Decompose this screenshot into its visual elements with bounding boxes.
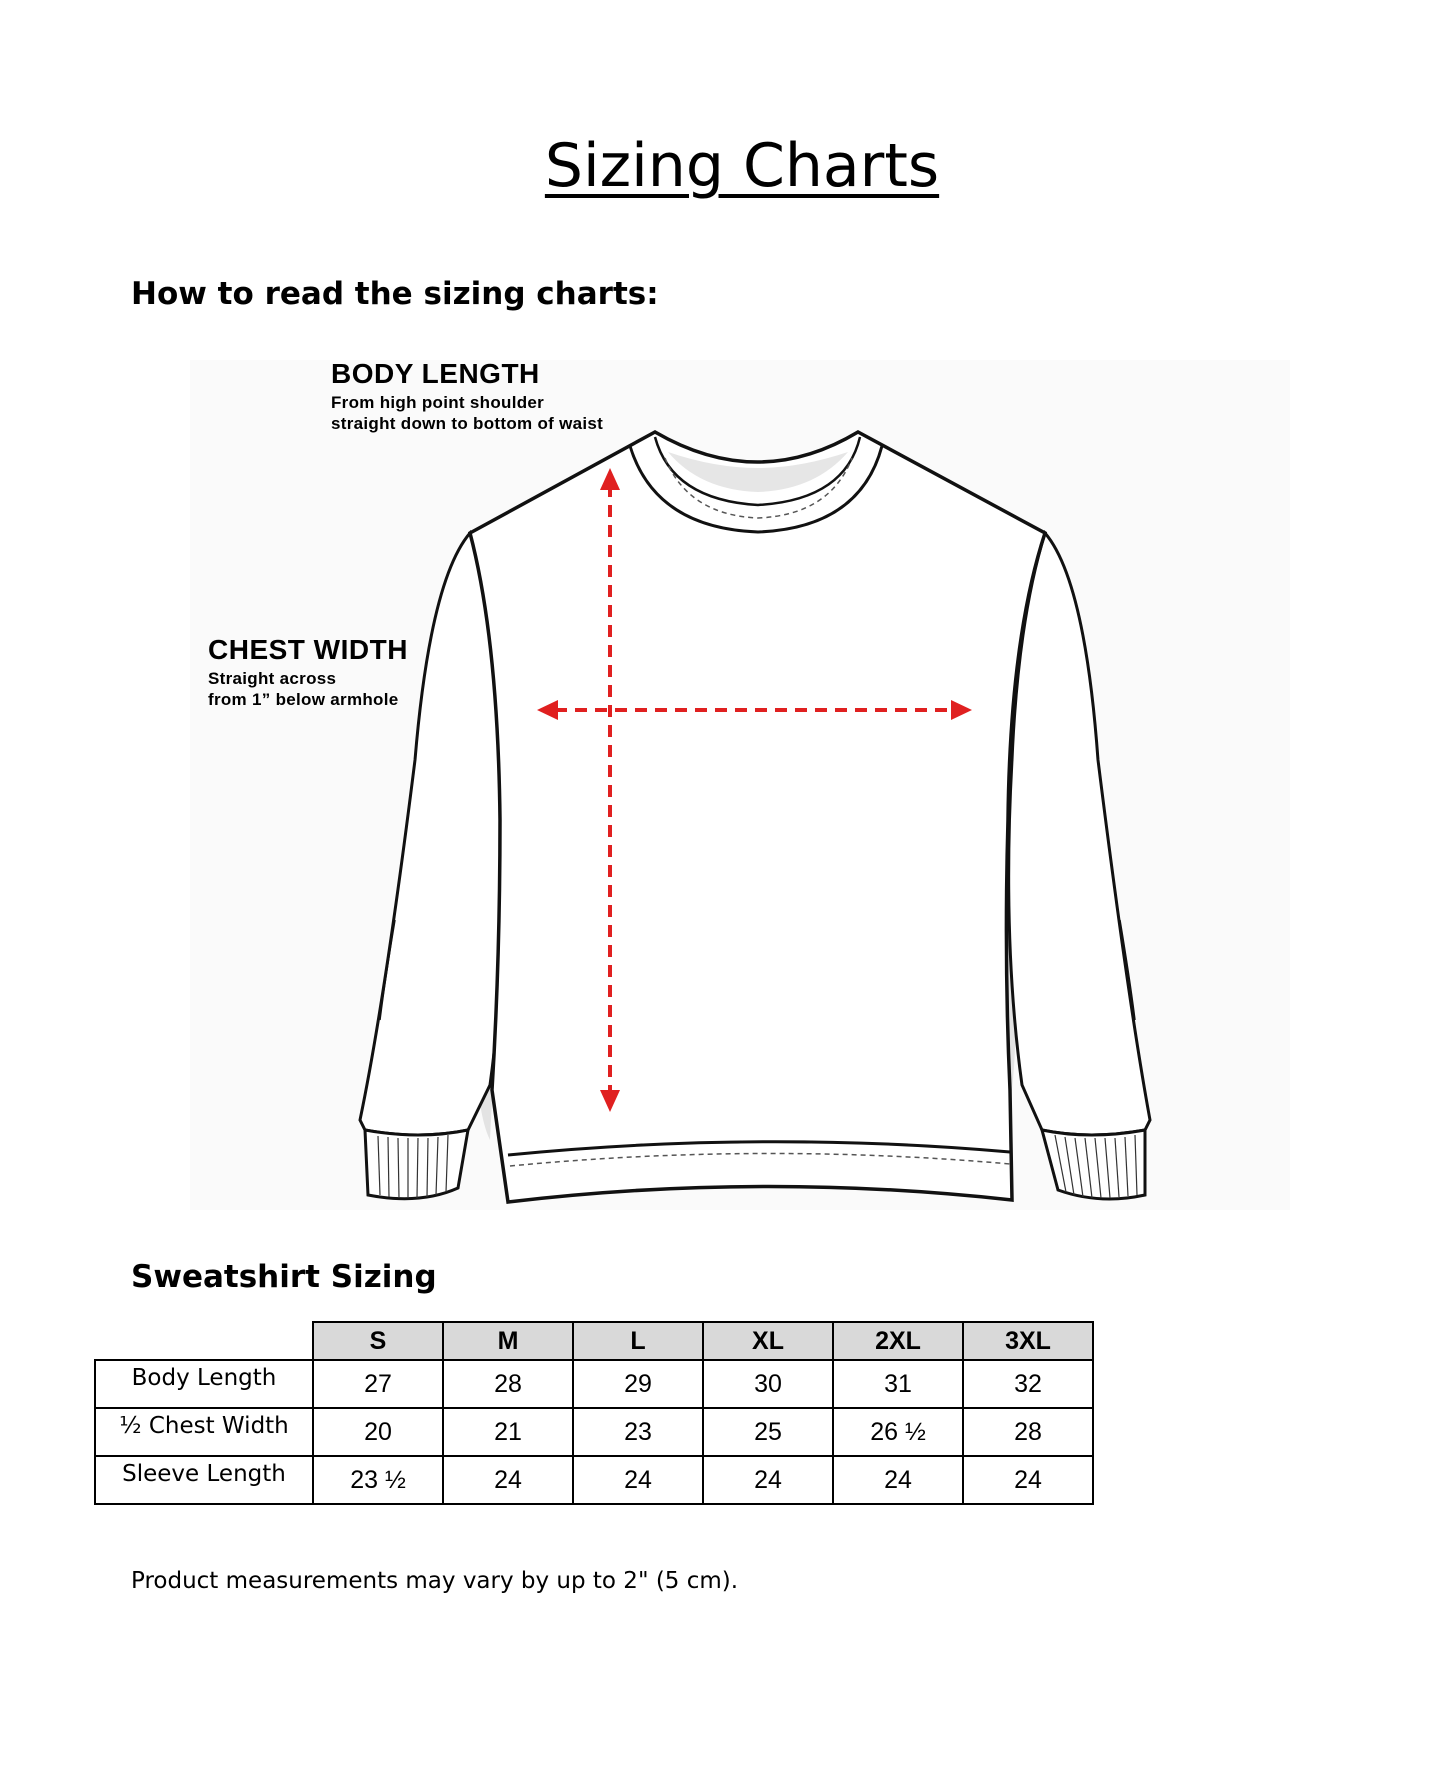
right-cuff [1042,1130,1145,1199]
table-cell: 30 [703,1360,833,1408]
row-label-chest-width: ½ Chest Width [95,1408,313,1456]
table-cell: 23 [573,1408,703,1456]
table-cell: 23 ½ [313,1456,443,1504]
size-table [94,1321,1094,1505]
table-cell: 29 [573,1360,703,1408]
table-cell: 32 [963,1360,1093,1408]
sweatshirt-body [470,432,1045,1202]
body-length-description: From high point shoulder straight down to bottom of waist [331,393,604,433]
size-header-xl: XL [703,1322,833,1360]
table-cell: 24 [963,1456,1093,1504]
table-cell: 21 [443,1408,573,1456]
table-cell: 24 [833,1456,963,1504]
table-cell: 24 [443,1456,573,1504]
size-header-s: S [313,1322,443,1360]
table-cell: 24 [573,1456,703,1504]
measurement-note: Product measurements may vary by up to 2" (5 cm). [131,1568,739,1594]
table-cell: 25 [703,1408,833,1456]
sweatshirt-sizing-heading: Sweatshirt Sizing [131,1259,437,1295]
table-cell: 28 [443,1360,573,1408]
sweatshirt-illustration [0,340,1450,1220]
row-label-sleeve-length: Sleeve Length [95,1456,313,1504]
page-title: Sizing Charts [544,131,940,201]
table-cell: 28 [963,1408,1093,1456]
size-header-blank [95,1322,313,1360]
chest-width-title: CHEST WIDTH [208,634,408,665]
body-length-title: BODY LENGTH [331,358,540,389]
table-row [95,1456,1093,1504]
left-cuff [365,1130,468,1199]
table-cell: 26 ½ [833,1408,963,1456]
table-cell: 24 [703,1456,833,1504]
chest-width-description: Straight across from 1” below armhole [208,669,399,709]
size-header-m: M [443,1322,573,1360]
table-cell: 31 [833,1360,963,1408]
size-header-row [95,1322,1093,1360]
sweatshirt-diagram [0,340,1450,1220]
how-to-read-heading: How to read the sizing charts: [131,276,659,312]
table-row [95,1408,1093,1456]
size-header-2xl: 2XL [833,1322,963,1360]
table-cell: 20 [313,1408,443,1456]
table-row [95,1360,1093,1408]
size-header-l: L [573,1322,703,1360]
row-label-body-length: Body Length [95,1360,313,1408]
size-header-3xl: 3XL [963,1322,1093,1360]
table-cell: 27 [313,1360,443,1408]
